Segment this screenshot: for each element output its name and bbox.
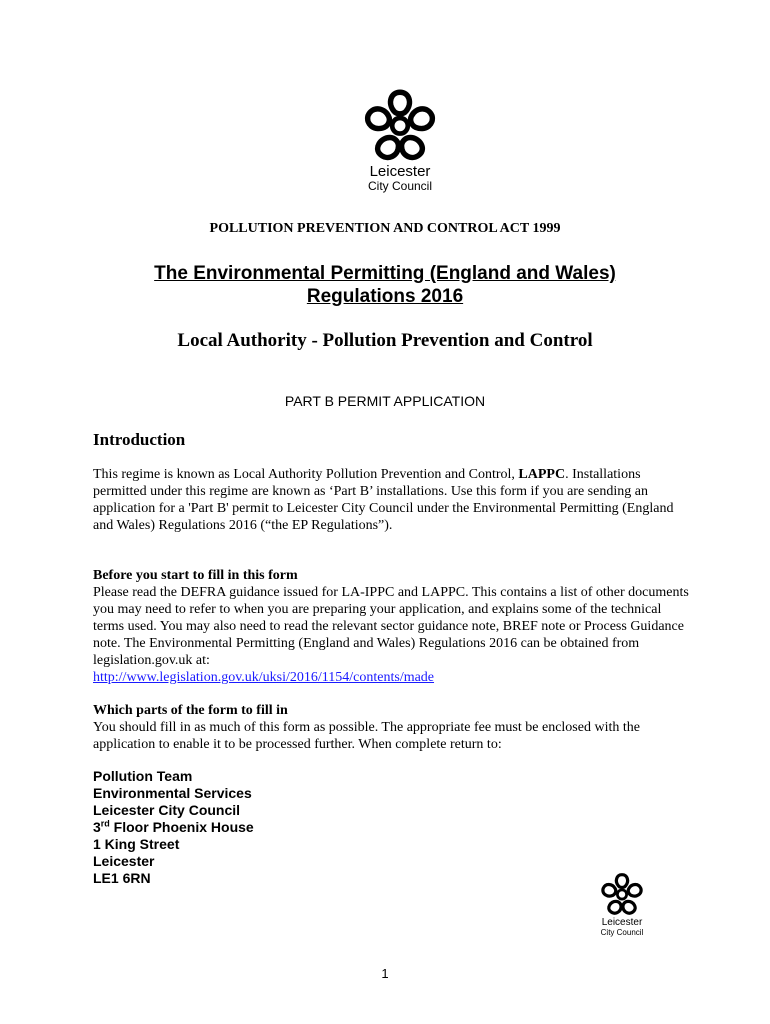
address-floor-suffix: rd [100, 818, 110, 829]
address-line: Leicester [93, 853, 155, 869]
logo-name: Leicester [369, 163, 431, 180]
which-parts-section [93, 702, 693, 753]
council-logo [355, 86, 445, 193]
address-line [93, 819, 254, 836]
document-subtitle: Local Authority - Pollution Prevention and Control [177, 330, 593, 351]
introduction-paragraph [93, 466, 693, 534]
intro-text-start: This regime is known as Local Authority Pollution Prevention and Control, [93, 467, 519, 482]
logo-subname: City Council [367, 179, 433, 193]
legislation-link[interactable]: http://www.legislation.gov.uk/uksi/2016/1154/contents/made [93, 670, 435, 685]
logo-name: Leicester [601, 917, 643, 928]
logo-subname: City Council [600, 928, 644, 937]
address-floor-rest: Floor Phoenix House [109, 819, 254, 835]
which-parts-heading: Which parts of the form to fill in [93, 703, 288, 718]
lappc-term: LAPPC [518, 467, 566, 482]
before-you-start-heading: Before you start to fill in this form [93, 568, 298, 583]
address-floor-number: 3 [93, 819, 101, 835]
page-number: 1 [381, 966, 389, 981]
address-line: Environmental Services [93, 785, 252, 801]
address-line: Pollution Team [93, 768, 193, 784]
return-address [93, 768, 254, 887]
act-title: POLLUTION PREVENTION AND CONTROL ACT 1999 [209, 221, 561, 236]
before-you-start-body: Please read the DEFRA guidance issued for LA-IPPC and LAPPC. This contains a list of other documents you may need to refer to when you are preparing your application, and explains some of the technical terms used. You may also need to read the relevant sector guidance note, BREF note or Process Guidance note. The Environmental Permitting (England and Wales) Regulations 2016 can be obtained from legislation.gov.uk at: [93, 585, 689, 668]
leicester-rose-icon [361, 86, 439, 164]
intro-text-period: . [565, 467, 569, 482]
intro-text-rest: Installations permitted under this regime are known as ‘Part B’ installations. Use this form if you are sending an application for a 'Part B' permit to Leicester City Council under the Environmental Permitting (England and Wales) Regulations 2016 (“the EP Regulations”). [93, 467, 674, 533]
introduction-heading: Introduction [93, 430, 186, 449]
form-type: PART B PERMIT APPLICATION [284, 393, 486, 409]
which-parts-body: You should fill in as much of this form as possible. The appropriate fee must be enclosed with the application to enable it to be processed further. When complete return to: [93, 720, 640, 752]
regulations-title [0, 262, 770, 308]
council-logo-small [592, 871, 652, 937]
address-line: Leicester City Council [93, 802, 241, 818]
regulations-title-line1: The Environmental Permitting (England and Wales) [154, 263, 616, 284]
address-line: 1 King Street [93, 836, 180, 852]
regulations-title-line2: Regulations 2016 [306, 286, 464, 307]
address-line: LE1 6RN [93, 870, 151, 886]
leicester-rose-icon [599, 871, 645, 917]
before-you-start-section [93, 567, 693, 686]
